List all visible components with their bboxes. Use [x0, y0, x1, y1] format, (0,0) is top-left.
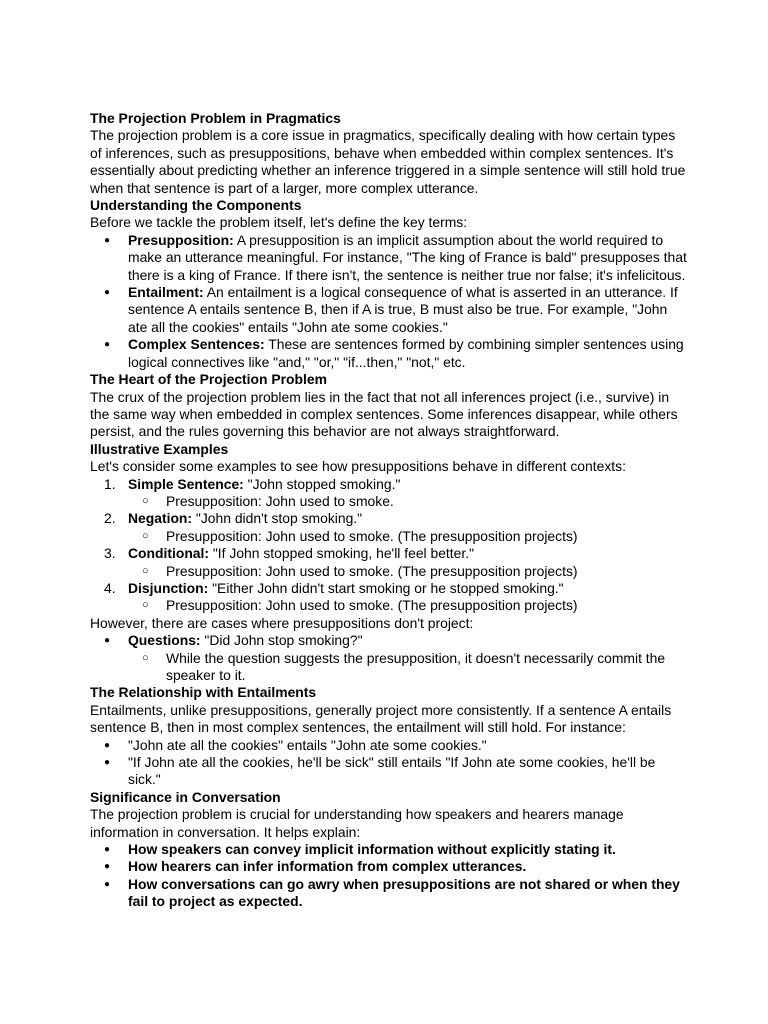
term: Simple Sentence:	[128, 475, 244, 492]
example-text: "John didn't stop smoking."	[192, 510, 363, 527]
list-item	[90, 545, 690, 580]
sub-item: ○ While the question suggests the presupposition, it doesn't necessarily commit the speaker to it.	[128, 650, 690, 685]
sub-item: ○ Presupposition: John used to smoke. (The presupposition projects)	[128, 597, 690, 614]
however-paragraph: However, there are cases where presuppositions don't project:	[90, 614, 474, 631]
term: Complex Sentences:	[128, 336, 265, 353]
definition: A presupposition is an implicit assumption about the world required to make an utterance meaningful. For instance, "The king of France is bald" presupposes that there is a king of France. If there isn't, the sentence is neither true nor false; it's infelicitous.	[128, 231, 687, 283]
list-item	[90, 476, 690, 511]
components-lead: Before we tackle the problem itself, let's define the key terms:	[90, 214, 468, 231]
list-item	[90, 510, 690, 545]
item-number: 2.	[104, 510, 116, 527]
list-item	[90, 632, 690, 684]
significance-paragraph: The projection problem is crucial for understanding how speakers and hearers manage information in conversation. It helps explain:	[90, 806, 624, 840]
components-list	[90, 232, 690, 371]
list-item: ● "If John ate all the cookies, he'll be sick" still entails "If John ate some cookies, he'll be sick."	[90, 754, 690, 789]
definition: An entailment is a logical consequence of what is asserted in an utterance. If sentence A entails sentence B, then if A is true, B must also be true. For example, "John ate all the cookies" entails "John ate some cookies."	[128, 284, 678, 335]
heart-heading: The Heart of the Projection Problem	[90, 371, 327, 388]
term: Presupposition:	[128, 231, 234, 248]
list-item: ● How hearers can infer information from complex utterances.	[90, 858, 690, 875]
list-item	[90, 580, 690, 615]
relationship-heading: The Relationship with Entailments	[90, 684, 317, 701]
term: Negation:	[128, 510, 193, 527]
list-item	[90, 232, 690, 284]
sub-item: ○ Presupposition: John used to smoke. (The presupposition projects)	[128, 563, 690, 580]
example-text: "John stopped smoking."	[243, 475, 401, 492]
examples-list	[90, 476, 690, 615]
document-title: The Projection Problem in Pragmatics	[90, 110, 341, 126]
list-item: ● "John ate all the cookies" entails "John ate some cookies."	[90, 737, 690, 754]
example-text: "If John stopped smoking, he'll feel better."	[209, 545, 475, 562]
components-heading: Understanding the Components	[90, 197, 302, 214]
significance-list	[90, 841, 690, 911]
list-item: ● How conversations can go awry when presuppositions are not shared or when they fail to project as expected.	[90, 876, 690, 911]
item-number: 3.	[104, 545, 116, 562]
list-item	[90, 336, 690, 371]
definition: These are sentences formed by combining simpler sentences using logical connectives like "and," "or," "if...then," "not," etc.	[128, 336, 684, 370]
significance-heading: Significance in Conversation	[90, 788, 281, 805]
relationship-list	[90, 737, 690, 789]
term: Conditional:	[128, 545, 210, 562]
sub-item: ○ Presupposition: John used to smoke. (The presupposition projects)	[128, 528, 690, 545]
term: Disjunction:	[128, 579, 209, 596]
relationship-paragraph: Entailments, unlike presuppositions, generally project more consistently. If a sentence A entails sentence B, then in most complex sentences, the entailment will still hold. For instance:	[90, 701, 672, 736]
list-item	[90, 284, 690, 336]
item-number: 4.	[104, 579, 116, 596]
term: Entailment:	[128, 284, 204, 301]
heart-paragraph: The crux of the projection problem lies in the fact that not all inferences project (i.e., survive) in the same way when embedded in complex sentences. Some inferences disappear, while others persist, and the rules governing this behavior are not always straightforward.	[90, 388, 678, 440]
example-text: "Did John stop smoking?"	[200, 632, 363, 649]
example-text: "Either John didn't start smoking or he stopped smoking."	[208, 579, 564, 596]
item-number: 1.	[104, 475, 116, 492]
examples-heading: Illustrative Examples	[90, 440, 229, 457]
list-item: ● How speakers can convey implicit information without explicitly stating it.	[90, 841, 690, 858]
document-body	[90, 110, 690, 911]
examples-lead: Let's consider some examples to see how presuppositions behave in different contexts:	[90, 458, 626, 475]
intro-paragraph: The projection problem is a core issue in pragmatics, specifically dealing with how certain types of inferences, such as presuppositions, behave when embedded within complex sentences. It's essentially about predicting whether an inference triggered in a simple sentence will still hold true when that sentence is part of a larger, more complex utterance.	[90, 127, 686, 196]
sub-item: ○ Presupposition: John used to smoke.	[128, 493, 690, 510]
term: Questions:	[128, 632, 201, 649]
question-list	[90, 632, 690, 684]
